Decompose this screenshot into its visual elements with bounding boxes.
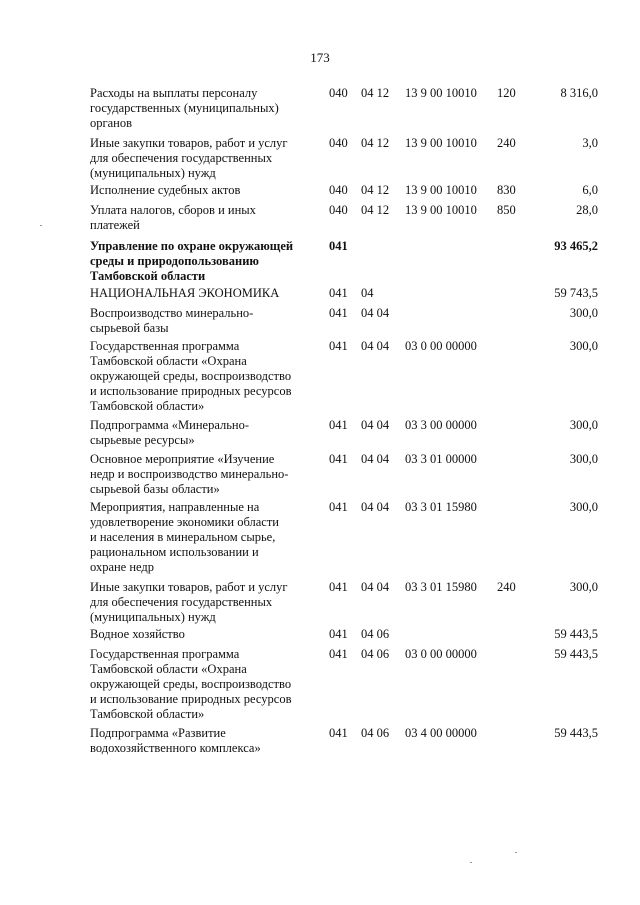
row-name-line: и использование природных ресурсов: [90, 692, 292, 706]
row-name-line: и использование природных ресурсов: [90, 384, 292, 398]
row-name: [90, 286, 320, 301]
row-name-line: рациональном использовании и: [90, 545, 259, 559]
section-code: 04 12: [361, 86, 390, 100]
row-name-line: Управление по охране окружающей: [90, 239, 294, 253]
row-name: [90, 239, 320, 284]
section-code: 04 06: [361, 627, 390, 641]
target-article: 13 9 00 10010: [405, 203, 477, 217]
ved-code: 040: [329, 136, 348, 150]
section-code: 04: [361, 286, 374, 300]
scan-speck: [40, 225, 42, 226]
target-article: 13 9 00 10010: [405, 136, 477, 150]
row-name-line: удовлетворение экономики области: [90, 515, 280, 529]
row-name-line: Воспроизводство минерально-: [90, 306, 254, 320]
amount: 300,0: [569, 339, 598, 353]
section-code: 04 12: [361, 183, 390, 197]
row-name-line: сырьевой базы области»: [90, 482, 220, 496]
ved-code: 041: [329, 580, 348, 594]
amount: 93 465,2: [554, 239, 598, 253]
row-name-line: недр и воспроизводство минерально-: [90, 467, 289, 481]
row-name-line: Иные закупки товаров, работ и услуг: [90, 580, 288, 594]
row-name-line: Исполнение судебных актов: [90, 183, 241, 197]
row-name-line: сырьевые ресурсы»: [90, 433, 195, 447]
row-name-line: для обеспечения государственных: [90, 595, 273, 609]
section-code: 04 04: [361, 500, 390, 514]
row-name-line: НАЦИОНАЛЬНАЯ ЭКОНОМИКА: [90, 286, 280, 300]
scan-speck: [470, 862, 472, 863]
section-code: 04 04: [361, 418, 390, 432]
ved-code: 041: [329, 286, 348, 300]
row-name-line: водохозяйственного комплекса»: [90, 741, 261, 755]
expense-type: 240: [497, 580, 516, 594]
row-name-line: Расходы на выплаты персоналу: [90, 86, 258, 100]
row-name: [90, 86, 320, 131]
row-name-line: Водное хозяйство: [90, 627, 185, 641]
ved-code: 041: [329, 452, 348, 466]
row-name: [90, 418, 320, 448]
ved-code: 041: [329, 306, 348, 320]
row-name: [90, 647, 320, 722]
row-name-line: Подпрограмма «Минерально-: [90, 418, 250, 432]
target-article: 03 0 00 00000: [405, 647, 477, 661]
row-name-line: государственных (муниципальных): [90, 101, 279, 115]
expense-type: 120: [497, 86, 516, 100]
row-name-line: Уплата налогов, сборов и иных: [90, 203, 256, 217]
target-article: 03 3 01 00000: [405, 452, 477, 466]
section-code: 04 06: [361, 726, 390, 740]
target-article: 13 9 00 10010: [405, 86, 477, 100]
row-name: [90, 500, 320, 575]
row-name-line: Тамбовской области»: [90, 707, 205, 721]
row-name-line: для обеспечения государственных: [90, 151, 273, 165]
row-name: [90, 136, 320, 181]
section-code: 04 06: [361, 647, 390, 661]
ved-code: 041: [329, 339, 348, 353]
row-name: [90, 580, 320, 625]
amount: 300,0: [569, 500, 598, 514]
amount: 28,0: [576, 203, 598, 217]
row-name-line: и населения в минеральном сырье,: [90, 530, 276, 544]
target-article: 03 3 01 15980: [405, 500, 477, 514]
row-name: [90, 339, 320, 414]
amount: 3,0: [582, 136, 598, 150]
row-name-line: (муниципальных) нужд: [90, 166, 216, 180]
section-code: 04 04: [361, 306, 390, 320]
target-article: 13 9 00 10010: [405, 183, 477, 197]
row-name-line: органов: [90, 116, 133, 130]
row-name-line: Тамбовской области»: [90, 399, 205, 413]
row-name: [90, 452, 320, 497]
row-name: [90, 203, 320, 233]
amount: 6,0: [582, 183, 598, 197]
row-name-line: сырьевой базы: [90, 321, 169, 335]
amount: 59 443,5: [554, 726, 598, 740]
ved-code: 041: [329, 627, 348, 641]
row-name-line: Тамбовской области «Охрана: [90, 354, 247, 368]
row-name: [90, 726, 320, 756]
row-name-line: окружающей среды, воспроизводство: [90, 369, 292, 383]
row-name-line: Иные закупки товаров, работ и услуг: [90, 136, 288, 150]
row-name-line: Основное мероприятие «Изучение: [90, 452, 275, 466]
amount: 8 316,0: [560, 86, 598, 100]
ved-code: 041: [329, 647, 348, 661]
row-name-line: Государственная программа: [90, 647, 240, 661]
section-code: 04 12: [361, 136, 390, 150]
amount: 59 743,5: [554, 286, 598, 300]
ved-code: 040: [329, 86, 348, 100]
section-code: 04 12: [361, 203, 390, 217]
row-name-line: (муниципальных) нужд: [90, 610, 216, 624]
target-article: 03 0 00 00000: [405, 339, 477, 353]
target-article: 03 4 00 00000: [405, 726, 477, 740]
target-article: 03 3 01 15980: [405, 580, 477, 594]
ved-code: 041: [329, 500, 348, 514]
expense-type: 850: [497, 203, 516, 217]
amount: 300,0: [569, 580, 598, 594]
section-code: 04 04: [361, 339, 390, 353]
scan-speck: [515, 852, 517, 853]
row-name-line: платежей: [90, 218, 140, 232]
amount: 300,0: [569, 418, 598, 432]
amount: 300,0: [569, 452, 598, 466]
row-name-line: Мероприятия, направленные на: [90, 500, 260, 514]
ved-code: 041: [329, 418, 348, 432]
row-name-line: среды и природопользованию: [90, 254, 259, 268]
row-name: [90, 306, 320, 336]
row-name-line: Подпрограмма «Развитие: [90, 726, 226, 740]
row-name-line: Тамбовской области «Охрана: [90, 662, 247, 676]
amount: 59 443,5: [554, 627, 598, 641]
row-name-line: Тамбовской области: [90, 269, 206, 283]
section-code: 04 04: [361, 580, 390, 594]
row-name-line: Государственная программа: [90, 339, 240, 353]
ved-code: 040: [329, 203, 348, 217]
page-number: 173: [310, 50, 330, 65]
expense-type: 240: [497, 136, 516, 150]
amount: 59 443,5: [554, 647, 598, 661]
ved-code: 041: [329, 239, 348, 253]
section-code: 04 04: [361, 452, 390, 466]
amount: 300,0: [569, 306, 598, 320]
ved-code: 040: [329, 183, 348, 197]
row-name-line: охране недр: [90, 560, 155, 574]
target-article: 03 3 00 00000: [405, 418, 477, 432]
row-name-line: окружающей среды, воспроизводство: [90, 677, 292, 691]
expense-type: 830: [497, 183, 516, 197]
row-name: [90, 627, 320, 642]
ved-code: 041: [329, 726, 348, 740]
row-name: [90, 183, 320, 198]
